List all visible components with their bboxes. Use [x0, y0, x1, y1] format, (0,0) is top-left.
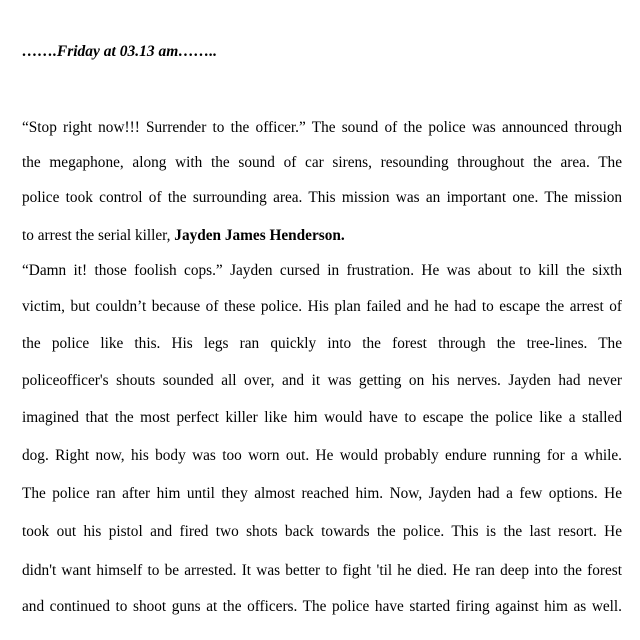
text-line: victim, but couldn’t because of these police. His plan failed and he had to escape the arrest of — [22, 298, 622, 315]
text-line: imagined that the most perfect killer like him would have to escape the police like a stalled — [22, 409, 622, 426]
text-line: police took control of the surrounding area. This mission was an important one. The mission — [22, 189, 622, 206]
text-line: policeofficer's shouts sounded all over, and it was getting on his nerves. Jayden had never — [22, 372, 622, 389]
text-line: dog. Right now, his body was too worn out. He would probably endure running for a while. — [22, 447, 622, 464]
text-line: the police like this. His legs ran quickly into the forest through the tree-lines. The — [22, 335, 622, 352]
text-line: The police ran after him until they almost reached him. Now, Jayden had a few options. He — [22, 485, 622, 502]
text-segment: to arrest the serial killer, — [22, 227, 175, 244]
scene-heading: …….Friday at 03.13 am…….. — [22, 43, 218, 60]
text-line: didn't want himself to be arrested. It was better to fight 'til he died. He ran deep into the forest — [22, 562, 622, 579]
text-line: took out his pistol and fired two shots back towards the police. This is the last resort. He — [22, 523, 622, 540]
character-name: Jayden James Henderson. — [174, 227, 345, 244]
text-line: and continued to shoot guns at the officers. The police have started firing against him as well. — [22, 598, 622, 615]
text-line: “Damn it! those foolish cops.” Jayden cursed in frustration. He was about to kill the sixth — [22, 262, 622, 279]
document-page — [22, 0, 622, 640]
text-line — [22, 226, 622, 246]
text-line: “Stop right now!!! Surrender to the officer.” The sound of the police was announced through — [22, 119, 622, 136]
text-line: the megaphone, along with the sound of car sirens, resounding throughout the area. The — [22, 154, 622, 171]
